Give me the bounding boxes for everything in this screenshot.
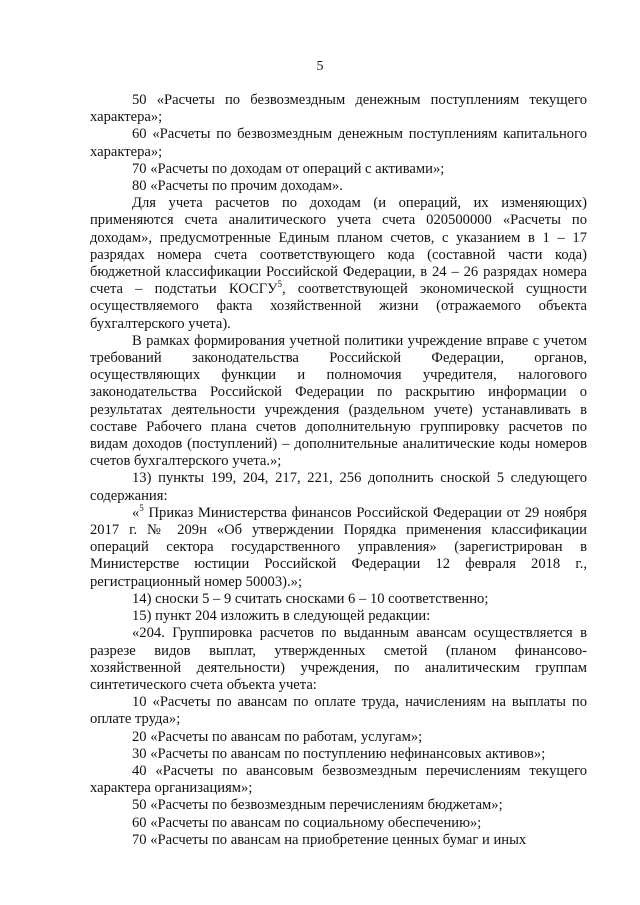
paragraph-16: 50 «Расчеты по безвозмездным перечислениям бюджетам»; bbox=[132, 797, 503, 814]
footnote-mark-5: 5 bbox=[139, 503, 144, 514]
paragraph-13: 20 «Расчеты по авансам по работам, услугам»; bbox=[132, 728, 423, 745]
paragraph-14: 30 «Расчеты по авансам по поступлению нефинансовых активов»; bbox=[132, 745, 546, 762]
document-body bbox=[90, 92, 587, 849]
paragraph-5: Для учета расчетов по доходам (и операций, их изменяющих) применяются счета аналитического учета счета 020500000 «Расчеты по доходам», предусмотренные Единым планом счетов, с указанием в 1 – 17 разрядах номера счета соответствующего кода (составной части кода) бюджетной классификации Российской Федерации, в 24 – 26 разрядах номера счета – подстатьи КОСГУ$^5$, соответствующей экономической сущности осуществляемого факта хозяйственной жизни (отражаемого объекта бухгалтерского учета). bbox=[90, 195, 587, 332]
footnote-ref-5: 5 bbox=[277, 279, 282, 290]
page-number: 5 bbox=[316, 59, 324, 74]
paragraph-12: 10 «Расчеты по авансам по оплате труда, начислениям на выплаты по оплате труда»; bbox=[90, 694, 587, 728]
paragraph-2: 60 «Расчеты по безвозмездным денежным поступлениям капитального характера»; bbox=[90, 126, 587, 160]
paragraph-18: 70 «Расчеты по авансам на приобретение ценных бумаг и иных bbox=[132, 831, 527, 848]
paragraph-1: 50 «Расчеты по безвозмездным денежным поступлениям текущего характера»; bbox=[90, 92, 587, 126]
paragraph-11: «204. Группировка расчетов по выданным авансам осуществляется в разрезе видов выплат, утвержденных сметой (планом финансово-хозяйственной деятельности) учреждения, по аналитическим группам синтетического счета объекта учета: bbox=[90, 625, 587, 693]
paragraph-4: 80 «Расчеты по прочим доходам». bbox=[132, 178, 343, 195]
paragraph-3: 70 «Расчеты по доходам от операций с активами»; bbox=[132, 160, 445, 177]
paragraph-10: 15) пункт 204 изложить в следующей редакции: bbox=[132, 608, 431, 625]
paragraph-8: «$^5$ Приказ Министерства финансов Российской Федерации от 29 ноября 2017 г. № 209н «Об утверждении Порядка применения классификации операций сектора государственного управления» (зарегистрирован в Министерстве юстиции Российской Федерации 12 февраля 2018 г., регистрационный номер 50003).»; bbox=[90, 503, 587, 590]
paragraph-7: 13) пункты 199, 204, 217, 221, 256 дополнить сноской 5 следующего содержания: bbox=[90, 470, 587, 504]
paragraph-9: 14) сноски 5 – 9 считать сносками 6 – 10 соответственно; bbox=[132, 590, 489, 607]
paragraph-6: В рамках формирования учетной политики учреждение вправе с учетом требований законодательства Российской Федерации, органов, осуществляющих функции и полномочия учредителя, налогового законодательства Российской Федерации по раскрытию информации о результатах деятельности учреждения (раздельном учете) устанавливать в составе Рабочего плана счетов дополнительную группировку расчетов по видам доходов (поступлений) – дополнительные аналитические коды номеров счетов бухгалтерского учета.»; bbox=[90, 332, 587, 470]
paragraph-15: 40 «Расчеты по авансовым безвозмездным перечислениям текущего характера организациям»; bbox=[90, 762, 587, 797]
paragraph-17: 60 «Расчеты по авансам по социальному обеспечению»; bbox=[132, 814, 482, 831]
